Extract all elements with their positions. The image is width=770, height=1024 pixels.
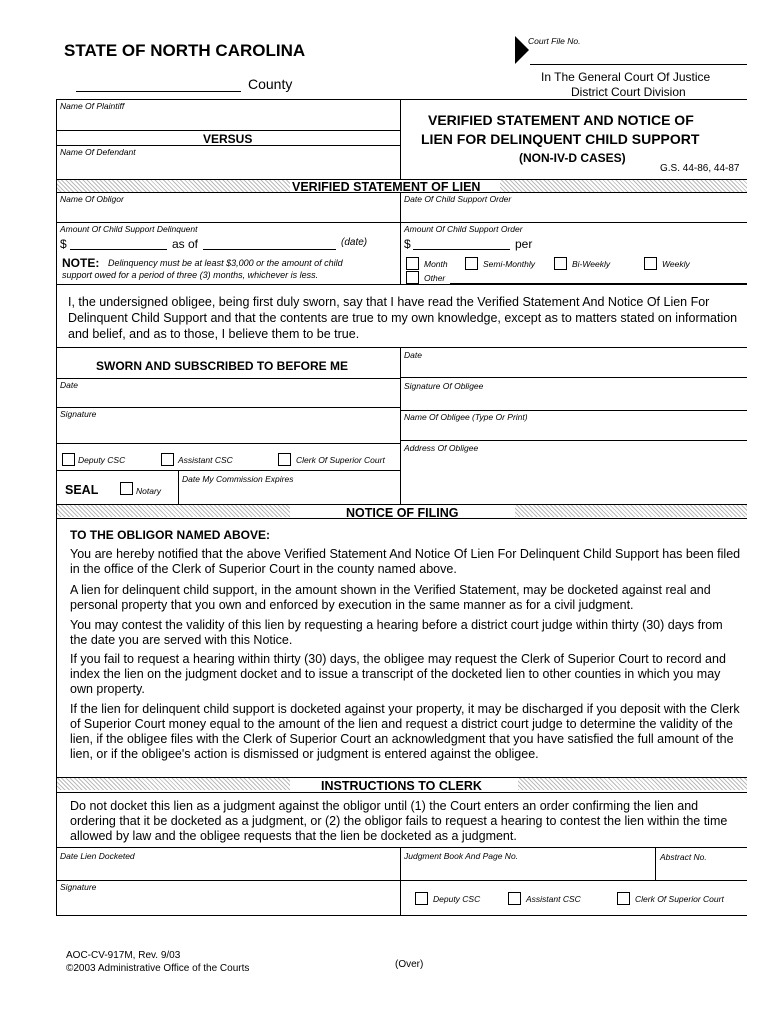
county-underline (76, 91, 241, 92)
notice-p3: You may contest the validity of this lien by requesting a hearing before a district court judge within thirty (30) days from the date you are served with this Notice. (70, 618, 723, 647)
plaintiff-label: Name Of Plaintiff (60, 101, 125, 111)
notary-checkbox[interactable] (120, 482, 133, 495)
notice-p5: If the lien for delinquent child support is docketed against your property, it may be discharged if you deposit with the Clerk of Superior Court money equal to the amount of the lien and request a district court judge to determine the validity of the lien, if the obligee files with the Clerk of Superior Court an acknowledgment that you have satisfied the full amount of the lien, or if the obligee's action is dismissed or judgment is entered against the obligee. (70, 702, 740, 761)
notice-p2: A lien for delinquent child support, in the amount shown in the Verified Statement, may be docketed against real and personal property that you own and enforced by execution in the same manner as for a civil judgment. (70, 583, 711, 612)
title-line-1: VERIFIED STATEMENT AND NOTICE OF (428, 112, 694, 128)
title-line-2: LIEN FOR DELINQUENT CHILD SUPPORT (421, 131, 700, 147)
sworn-date-label: Date (60, 380, 78, 390)
instr-assistant-checkbox[interactable] (508, 892, 521, 905)
gs-reference: G.S. 44-86, 44-87 (660, 163, 740, 174)
notary-label: Notary (136, 486, 162, 496)
sworn-assistant-checkbox[interactable] (161, 453, 174, 466)
amount-order-field[interactable] (413, 249, 510, 250)
over-label: (Over) (395, 959, 424, 970)
sworn-assistant-label: Assistant CSC (178, 455, 233, 465)
sworn-signature-label: Signature (60, 409, 97, 419)
notice-heading: NOTICE OF FILING (346, 506, 459, 520)
date-docketed-label: Date Lien Docketed (60, 851, 135, 861)
instr-clerk-label: Clerk Of Superior Court (635, 894, 724, 904)
other-checkbox[interactable] (406, 271, 419, 284)
weekly-checkbox[interactable] (644, 257, 657, 270)
per-label: per (515, 237, 533, 251)
notice-p4: If you fail to request a hearing within thirty (30) days, the obligee may request the Clerk of Superior Court to record and index the lien on the judgment docket and to issue a transcript of the docketed lien to other counties in which you may own property. (70, 652, 726, 696)
obligee-date-label: Date (404, 350, 422, 360)
sworn-clerk-label: Clerk Of Superior Court (296, 455, 385, 465)
title-line-3: (NON-IV-D CASES) (519, 151, 626, 165)
other-label: Other (424, 273, 446, 283)
sworn-clerk-checkbox[interactable] (278, 453, 291, 466)
month-checkbox[interactable] (406, 257, 419, 270)
commission-label: Date My Commission Expires (182, 474, 294, 484)
oath-paragraph: I, the undersigned obligee, being first duly sworn, say that I have read the Verified Statement And Notice Of Lien For Delinquent Child Support and that the contents are true to my own knowledge, except as to matters stated on information and belief, and as to those, I believe them to be true. (68, 295, 738, 341)
note-text-2: support owed for a period of three (3) months, whichever is less. (62, 270, 319, 280)
court-file-label: Court File No. (528, 36, 581, 46)
instructions-signature-label: Signature (60, 882, 97, 892)
sworn-deputy-label: Deputy CSC (78, 455, 126, 465)
county-label: County (248, 76, 293, 92)
court-line-2: District Court Division (571, 85, 686, 99)
instr-assistant-label: Assistant CSC (526, 894, 581, 904)
abstract-label: Abstract No. (660, 852, 707, 862)
state-title: STATE OF NORTH CAROLINA (64, 41, 306, 60)
date-hint: (date) (341, 237, 368, 248)
court-line-1: In The General Court Of Justice (541, 70, 711, 84)
versus-label: VERSUS (203, 132, 253, 146)
obligee-address-label: Address Of Obligee (404, 443, 479, 453)
instructions-text: Do not docket this lien as a judgment against the obligor until (1) the Court enters an order confirming the lien and ordering that it be docketed as a judgment, or (2) the obligor fails to request a hearing to contest the lien within the time allowed by law and the obligee requests that the lien be docketed as a judgment. (70, 799, 728, 843)
month-label: Month (424, 259, 448, 269)
instr-deputy-label: Deputy CSC (433, 894, 481, 904)
as-of-label: as of (172, 237, 199, 251)
copyright: ©2003 Administrative Office of the Courts (66, 963, 250, 974)
sworn-deputy-checkbox[interactable] (62, 453, 75, 466)
bi-weekly-checkbox[interactable] (554, 257, 567, 270)
book-page-label: Judgment Book And Page No. (404, 851, 519, 861)
notice-to: TO THE OBLIGOR NAMED ABOVE: (70, 528, 271, 542)
obligor-label: Name Of Obligor (60, 194, 124, 204)
obligee-name-label: Name Of Obligee (Type Or Print) (404, 412, 528, 422)
semi-monthly-label: Semi-Monthly (483, 259, 535, 269)
dollar-sign-2: $ (404, 237, 411, 251)
sworn-heading: SWORN AND SUBSCRIBED TO BEFORE ME (96, 359, 349, 373)
amount-order-label: Amount Of Child Support Order (404, 224, 523, 234)
instructions-heading: INSTRUCTIONS TO CLERK (321, 779, 482, 793)
order-date-label: Date Of Child Support Order (404, 194, 512, 204)
form-number: AOC-CV-917M, Rev. 9/03 (66, 950, 181, 961)
semi-monthly-checkbox[interactable] (465, 257, 478, 270)
statement-heading: VERIFIED STATEMENT OF LIEN (292, 180, 481, 194)
dollar-sign: $ (60, 237, 67, 251)
weekly-label: Weekly (662, 259, 690, 269)
defendant-label: Name Of Defendant (60, 147, 136, 157)
instr-clerk-checkbox[interactable] (617, 892, 630, 905)
court-file-arrow (515, 36, 529, 64)
amount-delinquent-label: Amount Of Child Support Delinquent (60, 224, 198, 234)
as-of-date-field[interactable] (203, 249, 336, 250)
notice-p1: You are hereby notified that the above Verified Statement And Notice Of Lien For Delinquent Child Support has been filed in the office of the Clerk of Superior Court in the county named above. (70, 547, 741, 576)
bi-weekly-label: Bi-Weekly (572, 259, 611, 269)
note-text-1: Delinquency must be at least $3,000 or the amount of child (108, 258, 343, 268)
instr-deputy-checkbox[interactable] (415, 892, 428, 905)
obligee-signature-label: Signature Of Obligee (404, 381, 484, 391)
amount-delinquent-field[interactable] (70, 249, 167, 250)
note-label: NOTE: (62, 256, 100, 270)
seal-label: SEAL (65, 483, 99, 497)
